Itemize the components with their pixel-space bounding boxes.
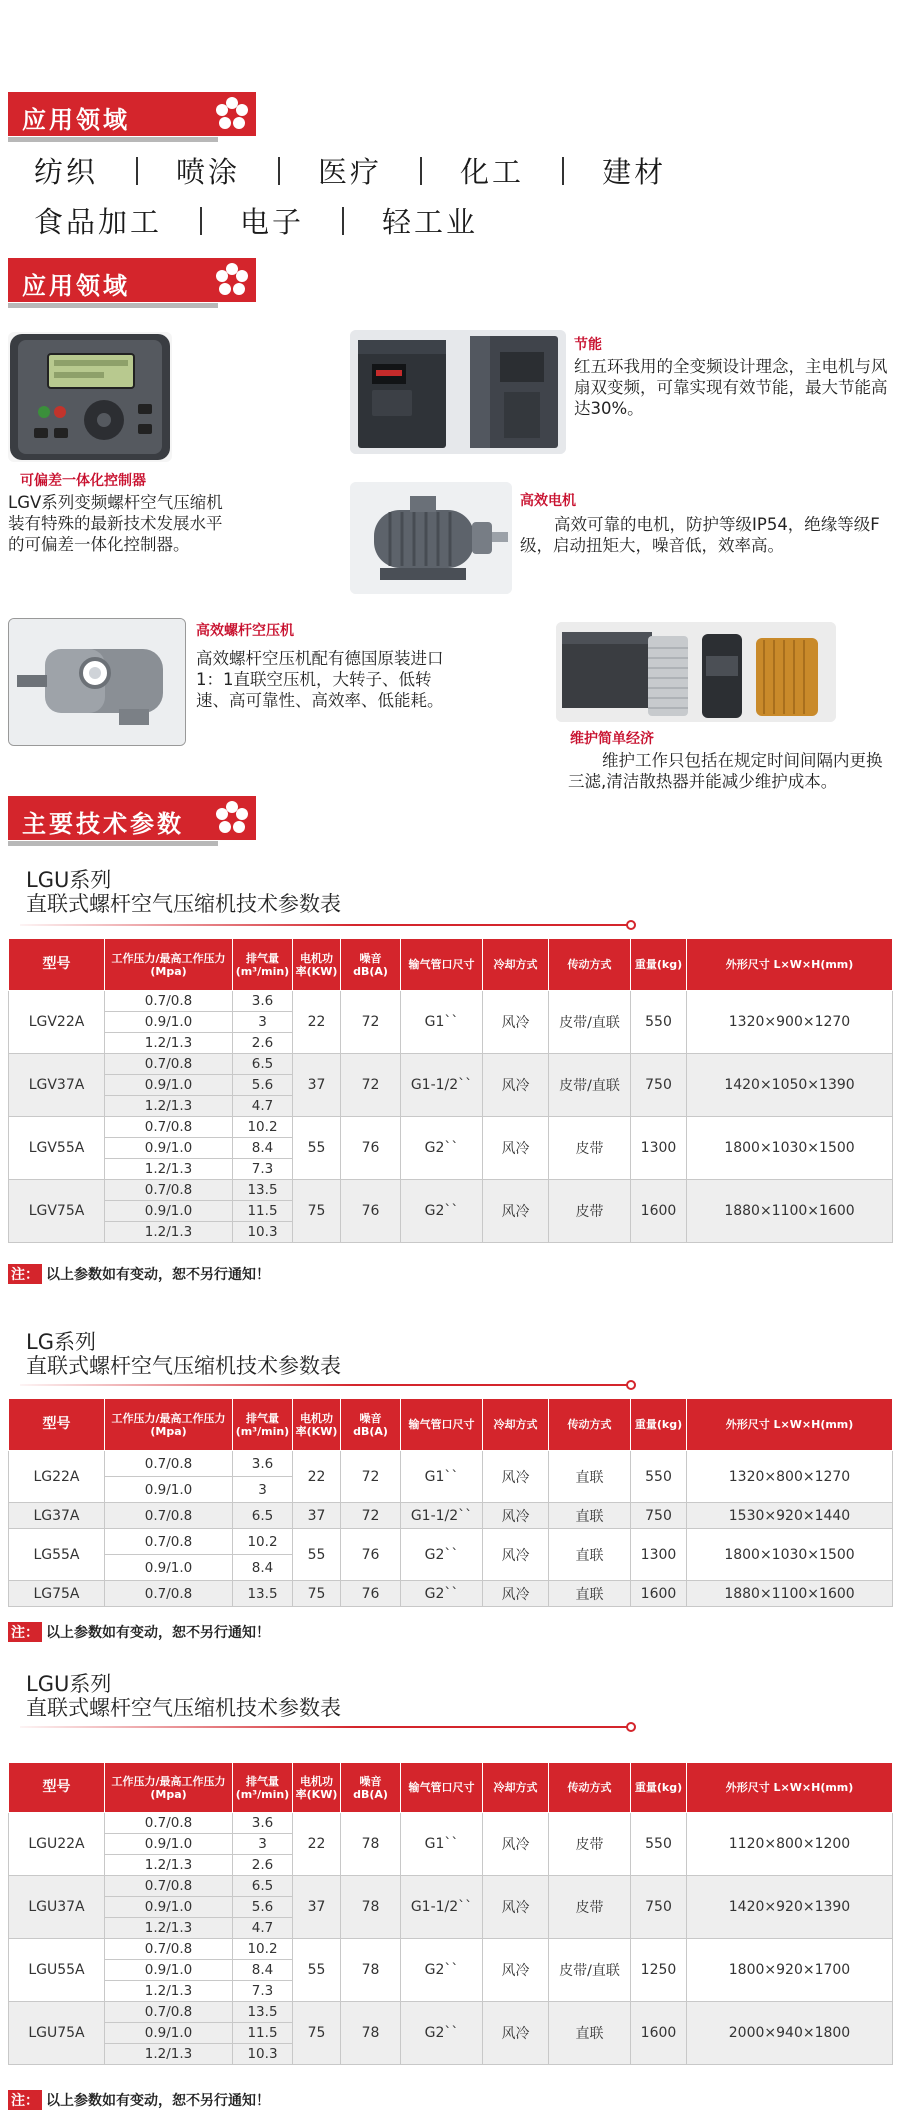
noise-cell: 76 [341,1529,401,1581]
noise-cell: 78 [341,1939,401,2002]
table-header-cell: 噪音dB(A) [341,939,401,991]
pipe-cell: G1-1/2`` [401,1876,483,1939]
series-subtitle: 直联式螺杆空气压缩机技术参数表 [26,1354,341,1378]
air-delivery-cell: 6.5 [233,1503,293,1529]
pressure-cell: 0.7/0.8 [105,2002,233,2023]
separator [342,207,344,235]
flower-icon [212,798,252,838]
pressure-cell: 1.2/1.3 [105,1918,233,1939]
air-delivery-cell: 13.5 [233,2002,293,2023]
air-delivery-cell: 3 [233,1477,293,1503]
pressure-cell: 0.7/0.8 [105,1813,233,1834]
separator [420,157,422,185]
pressure-cell: 0.9/1.0 [105,1897,233,1918]
noise-cell: 78 [341,1813,401,1876]
flower-icon [212,94,252,134]
weight-cell: 750 [631,1503,687,1529]
table-header-cell: 排气量(m³/min) [233,1763,293,1813]
model-cell: LGU37A [9,1876,105,1939]
drive-cell: 直联 [549,1581,631,1607]
power-cell: 37 [293,1876,341,1939]
air-delivery-cell: 3.6 [233,991,293,1012]
model-cell: LG22A [9,1451,105,1503]
drive-cell: 皮带 [549,1117,631,1180]
air-delivery-cell: 10.2 [233,1529,293,1555]
model-cell: LGU55A [9,1939,105,2002]
power-cell: 75 [293,2002,341,2065]
title-rule [20,924,630,926]
pipe-cell: G2`` [401,1180,483,1243]
power-cell: 75 [293,1581,341,1607]
title-rule [20,1384,630,1386]
series-name: LGU系列 [26,868,112,892]
dims-cell: 1320×900×1270 [687,991,893,1054]
table-row [9,1503,893,1529]
weight-cell: 550 [631,991,687,1054]
pressure-cell: 0.7/0.8 [105,1451,233,1477]
series-subtitle: 直联式螺杆空气压缩机技术参数表 [26,1696,341,1720]
noise-cell: 78 [341,2002,401,2065]
table-row [9,1581,893,1607]
table-header-cell: 输气管口尺寸 [401,939,483,991]
pressure-cell: 1.2/1.3 [105,2044,233,2065]
model-cell: LG37A [9,1503,105,1529]
table-header-cell: 排气量(m³/min) [233,1399,293,1451]
noise-cell: 72 [341,991,401,1054]
pressure-cell: 0.9/1.0 [105,1138,233,1159]
pipe-cell: G2`` [401,1939,483,2002]
banner-title: 应用领域 [22,272,130,300]
series-subtitle: 直联式螺杆空气压缩机技术参数表 [26,892,341,916]
power-cell: 55 [293,1117,341,1180]
table-header-cell: 型号 [9,939,105,991]
pipe-cell: G2`` [401,1529,483,1581]
applications-row-1 [34,150,666,191]
dims-cell: 1320×800×1270 [687,1451,893,1503]
model-cell: LGV55A [9,1117,105,1180]
weight-cell: 1250 [631,1939,687,2002]
feature-title: 节能 [574,337,602,353]
application-item: 食品加工 [34,205,163,239]
feature-text: 红五环我用的全变频设计理念，主电机与风扇双变频，可靠实现有效节能，最大节能高达30%。 [574,357,888,418]
cooling-cell: 风冷 [483,1054,549,1117]
cooling-cell: 风冷 [483,2002,549,2065]
pipe-cell: G2`` [401,1117,483,1180]
weight-cell: 750 [631,1876,687,1939]
table-header-cell: 冷却方式 [483,1399,549,1451]
dims-cell: 2000×940×1800 [687,2002,893,2065]
air-delivery-cell: 5.6 [233,1075,293,1096]
air-delivery-cell: 11.5 [233,2023,293,2044]
pressure-cell: 0.9/1.0 [105,1201,233,1222]
title-rule [20,1726,630,1728]
weight-cell: 550 [631,1813,687,1876]
drive-cell: 皮带 [549,1180,631,1243]
power-cell: 37 [293,1503,341,1529]
cooling-cell: 风冷 [483,1529,549,1581]
table-header-cell: 传动方式 [549,1399,631,1451]
note-tag: 注： [8,2090,42,2110]
drive-cell: 皮带 [549,1813,631,1876]
noise-cell: 72 [341,1451,401,1503]
cooling-cell: 风冷 [483,1117,549,1180]
model-cell: LGV75A [9,1180,105,1243]
pressure-cell: 1.2/1.3 [105,1159,233,1180]
note-text: 以上参数如有变动，恕不另行通知！ [46,1267,270,1283]
air-delivery-cell: 10.2 [233,1939,293,1960]
dims-cell: 1420×920×1390 [687,1876,893,1939]
table-header-cell: 型号 [9,1399,105,1451]
pressure-cell: 0.9/1.0 [105,1960,233,1981]
air-delivery-cell: 4.7 [233,1918,293,1939]
noise-cell: 76 [341,1180,401,1243]
power-cell: 37 [293,1054,341,1117]
table-header-cell: 噪音dB(A) [341,1763,401,1813]
table-row [9,1180,893,1201]
table-header-cell: 重量(kg) [631,1763,687,1813]
air-delivery-cell: 13.5 [233,1581,293,1607]
power-cell: 22 [293,991,341,1054]
table-header-cell: 输气管口尺寸 [401,1399,483,1451]
pipe-cell: G1`` [401,1451,483,1503]
application-item: 化工 [460,155,525,189]
weight-cell: 1600 [631,2002,687,2065]
weight-cell: 750 [631,1054,687,1117]
table-header-cell: 外形尺寸 L×W×H(mm) [687,939,893,991]
pipe-cell: G1`` [401,991,483,1054]
table-row [9,1529,893,1555]
pipe-cell: G2`` [401,1581,483,1607]
table-header-cell: 外形尺寸 L×W×H(mm) [687,1399,893,1451]
table-row [9,1117,893,1138]
air-delivery-cell: 7.3 [233,1159,293,1180]
table-header-cell: 外形尺寸 L×W×H(mm) [687,1763,893,1813]
air-delivery-cell: 2.6 [233,1855,293,1876]
dims-cell: 1800×1030×1500 [687,1117,893,1180]
cooling-cell: 风冷 [483,1180,549,1243]
pressure-cell: 0.7/0.8 [105,1581,233,1607]
series-title [26,1330,341,1378]
application-item: 喷涂 [176,155,241,189]
air-delivery-cell: 5.6 [233,1897,293,1918]
disclaimer-note [8,1264,270,1284]
air-delivery-cell: 10.3 [233,2044,293,2065]
rule-dot [626,1722,636,1732]
table-row [9,1054,893,1075]
power-cell: 22 [293,1813,341,1876]
pressure-cell: 0.9/1.0 [105,1834,233,1855]
air-delivery-cell: 8.4 [233,1555,293,1581]
series-name: LGU系列 [26,1672,112,1696]
air-delivery-cell: 10.3 [233,1222,293,1243]
table-row [9,1451,893,1477]
dims-cell: 1800×920×1700 [687,1939,893,2002]
table-row [9,1876,893,1897]
section-banner-applications [8,92,256,136]
pressure-cell: 1.2/1.3 [105,1855,233,1876]
model-cell: LGV37A [9,1054,105,1117]
pressure-cell: 1.2/1.3 [105,1222,233,1243]
note-tag: 注： [8,1622,42,1642]
air-delivery-cell: 6.5 [233,1876,293,1897]
applications-row-2 [34,200,478,241]
note-text: 以上参数如有变动，恕不另行通知！ [46,1625,270,1641]
cooling-cell: 风冷 [483,1939,549,2002]
table-row [9,991,893,1012]
table-header-row [9,1763,893,1813]
application-item: 纺织 [34,155,99,189]
feature-text: 高效可靠的电机，防护等级IP54，绝缘等级F级，启动扭矩大，噪音低，效率高。 [520,515,880,555]
cooling-cell: 风冷 [483,991,549,1054]
pressure-cell: 0.9/1.0 [105,1075,233,1096]
noise-cell: 76 [341,1581,401,1607]
table-row [9,1939,893,1960]
pressure-cell: 0.7/0.8 [105,991,233,1012]
table-header-cell: 输气管口尺寸 [401,1763,483,1813]
feature-title: 高效电机 [520,493,576,509]
drive-cell: 直联 [549,1529,631,1581]
pressure-cell: 0.7/0.8 [105,1876,233,1897]
noise-cell: 76 [341,1117,401,1180]
table-header-cell: 工作压力/最高工作压力(Mpa) [105,939,233,991]
table-header-cell: 冷却方式 [483,939,549,991]
air-delivery-cell: 7.3 [233,1981,293,2002]
dims-cell: 1120×800×1200 [687,1813,893,1876]
application-item: 医疗 [318,155,383,189]
model-cell: LGU75A [9,2002,105,2065]
air-delivery-cell: 10.2 [233,1117,293,1138]
feature-title: 可偏差一体化控制器 [20,473,146,489]
pressure-cell: 0.7/0.8 [105,1054,233,1075]
dims-cell: 1880×1100×1600 [687,1581,893,1607]
pressure-cell: 0.7/0.8 [105,1529,233,1555]
motor-image [350,482,512,594]
feature-text: 维护工作只包括在规定时间间隔内更换三滤,清洁散热器并能减少维护成本。 [568,751,883,791]
drive-cell: 直联 [549,2002,631,2065]
power-cell: 55 [293,1939,341,2002]
weight-cell: 1600 [631,1581,687,1607]
separator [136,157,138,185]
noise-cell: 72 [341,1054,401,1117]
air-delivery-cell: 3 [233,1834,293,1855]
drive-cell: 皮带/直联 [549,1939,631,2002]
separator [200,207,202,235]
air-delivery-cell: 2.6 [233,1033,293,1054]
pipe-cell: G2`` [401,2002,483,2065]
pressure-cell: 0.9/1.0 [105,1012,233,1033]
air-delivery-cell: 13.5 [233,1180,293,1201]
noise-cell: 78 [341,1876,401,1939]
air-delivery-cell: 3.6 [233,1451,293,1477]
pipe-cell: G1-1/2`` [401,1503,483,1529]
air-delivery-cell: 8.4 [233,1138,293,1159]
spec-table-2 [8,1398,893,1607]
table-header-cell: 排气量(m³/min) [233,939,293,991]
series-title [26,868,341,916]
separator [278,157,280,185]
pressure-cell: 0.7/0.8 [105,1503,233,1529]
note-tag: 注： [8,1264,42,1284]
feature-title: 维护简单经济 [570,731,654,747]
table-row [9,2002,893,2023]
drive-cell: 皮带/直联 [549,991,631,1054]
table-header-cell: 工作压力/最高工作压力(Mpa) [105,1399,233,1451]
banner-title: 主要技术参数 [22,810,184,838]
pressure-cell: 0.7/0.8 [105,1939,233,1960]
section-banner-specs [8,796,256,840]
pressure-cell: 0.9/1.0 [105,1477,233,1503]
rule-dot [626,920,636,930]
screw-airend-image [8,618,186,746]
separator [562,157,564,185]
table-row [9,1813,893,1834]
noise-cell: 72 [341,1503,401,1529]
cooling-cell: 风冷 [483,1503,549,1529]
table-header-cell: 传动方式 [549,939,631,991]
weight-cell: 550 [631,1451,687,1503]
model-cell: LGV22A [9,991,105,1054]
weight-cell: 1600 [631,1180,687,1243]
drive-cell: 直联 [549,1503,631,1529]
dims-cell: 1800×1030×1500 [687,1529,893,1581]
cooling-cell: 风冷 [483,1451,549,1503]
table-header-cell: 传动方式 [549,1763,631,1813]
table-header-cell: 重量(kg) [631,1399,687,1451]
section-banner-features [8,258,256,302]
model-cell: LG75A [9,1581,105,1607]
application-item: 建材 [602,155,667,189]
spec-table-1 [8,938,893,1243]
pressure-cell: 0.7/0.8 [105,1117,233,1138]
table-header-cell: 电机功率(KW) [293,1763,341,1813]
flower-icon [212,260,252,300]
dims-cell: 1880×1100×1600 [687,1180,893,1243]
power-cell: 55 [293,1529,341,1581]
pressure-cell: 0.7/0.8 [105,1180,233,1201]
table-header-row [9,939,893,991]
series-title [26,1672,341,1720]
table-header-cell: 电机功率(KW) [293,1399,341,1451]
model-cell: LG55A [9,1529,105,1581]
controller-image [8,332,172,462]
weight-cell: 1300 [631,1529,687,1581]
feature-title: 高效螺杆空压机 [196,623,294,639]
disclaimer-note [8,2090,270,2110]
cooling-cell: 风冷 [483,1581,549,1607]
table-header-row [9,1399,893,1451]
table-header-cell: 冷却方式 [483,1763,549,1813]
air-delivery-cell: 3 [233,1012,293,1033]
table-header-cell: 电机功率(KW) [293,939,341,991]
banner-title: 应用领域 [22,106,130,134]
air-delivery-cell: 6.5 [233,1054,293,1075]
drive-cell: 直联 [549,1451,631,1503]
dims-cell: 1530×920×1440 [687,1503,893,1529]
spec-table-3 [8,1762,893,2065]
air-delivery-cell: 8.4 [233,1960,293,1981]
table-header-cell: 重量(kg) [631,939,687,991]
table-header-cell: 工作压力/最高工作压力(Mpa) [105,1763,233,1813]
feature-text: LGV系列变频螺杆空气压缩机装有特殊的最新技术发展水平的可偏差一体化控制器。 [8,493,223,554]
pipe-cell: G1-1/2`` [401,1054,483,1117]
series-name: LG系列 [26,1330,96,1354]
pressure-cell: 1.2/1.3 [105,1033,233,1054]
inverter-image [350,330,566,454]
pressure-cell: 0.9/1.0 [105,2023,233,2044]
table-header-cell: 噪音dB(A) [341,1399,401,1451]
pressure-cell: 0.9/1.0 [105,1555,233,1581]
air-delivery-cell: 4.7 [233,1096,293,1117]
note-text: 以上参数如有变动，恕不另行通知！ [46,2093,270,2109]
rule-dot [626,1380,636,1390]
disclaimer-note [8,1622,270,1642]
filters-image [556,622,836,722]
cooling-cell: 风冷 [483,1813,549,1876]
drive-cell: 皮带 [549,1876,631,1939]
cooling-cell: 风冷 [483,1876,549,1939]
power-cell: 22 [293,1451,341,1503]
pressure-cell: 1.2/1.3 [105,1981,233,2002]
model-cell: LGU22A [9,1813,105,1876]
weight-cell: 1300 [631,1117,687,1180]
drive-cell: 皮带/直联 [549,1054,631,1117]
air-delivery-cell: 3.6 [233,1813,293,1834]
pipe-cell: G1`` [401,1813,483,1876]
air-delivery-cell: 11.5 [233,1201,293,1222]
feature-text: 高效螺杆空压机配有德国原装进口1：1直联空压机，大转子、低转速、高可靠性、高效率、低能耗。 [196,649,444,710]
application-item: 电子 [240,205,305,239]
dims-cell: 1420×1050×1390 [687,1054,893,1117]
pressure-cell: 1.2/1.3 [105,1096,233,1117]
table-header-cell: 型号 [9,1763,105,1813]
power-cell: 75 [293,1180,341,1243]
application-item: 轻工业 [382,205,479,239]
